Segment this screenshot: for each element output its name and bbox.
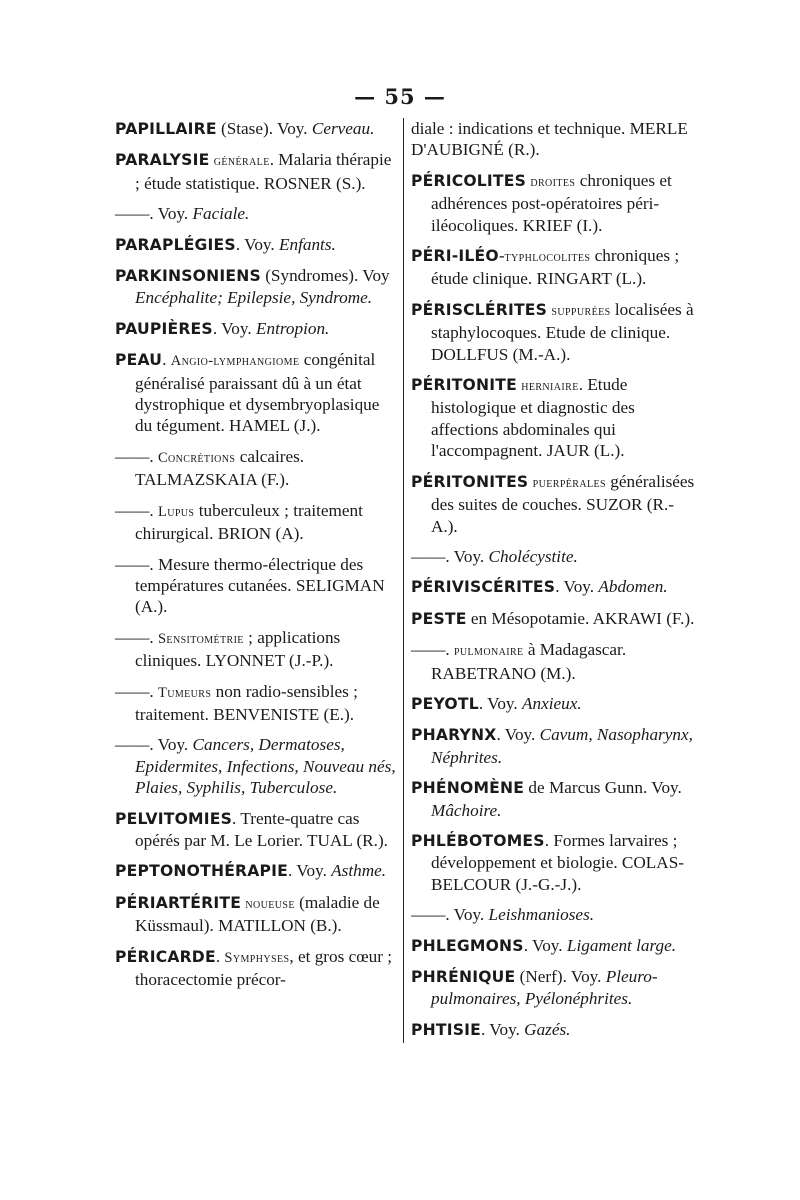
index-entry <box>115 808 398 852</box>
entry-headword: PAPILLAIRE <box>115 120 217 138</box>
entry-text: . Malaria thérapie ; étude statistique. ROSNER (S.). <box>135 150 392 193</box>
cross-reference: Anxieux. <box>522 693 582 713</box>
index-entry <box>115 554 398 618</box>
index-entry <box>411 245 696 290</box>
entry-text: calcaires. TALMAZSKAIA (F.). <box>135 446 305 490</box>
entry-text: . Voy. <box>288 861 332 881</box>
entry-headword: PÉRITONITE <box>411 376 517 395</box>
entry-text: . Voy. <box>496 725 540 745</box>
entry-text: . Voy. <box>481 1019 525 1039</box>
index-entry <box>411 118 696 161</box>
entry-text: tuberculeux ; traitement chirurgical. BRION (A). <box>135 500 363 544</box>
entry-text: typhlocolites <box>504 249 591 266</box>
index-entry <box>115 734 398 798</box>
entry-headword: PÉRI-ILÉO <box>411 247 499 266</box>
entry-text: . Voy. <box>478 693 523 713</box>
entry-text: (maladie de Küssmaul). MATILLON (B.). <box>135 892 380 936</box>
index-entry <box>115 500 398 545</box>
entry-text: en Mésopotamie. AKRAWI (F.). <box>466 608 695 628</box>
index-entry <box>115 681 398 726</box>
entry-text: , et gros cœur ; thoracectomie précor- <box>135 946 393 989</box>
entry-text: Symphyses <box>224 949 290 966</box>
entry-text: . Formes larvaires ; développement et biologie. COLAS-BELCOUR (J.-G.-J.). <box>431 830 684 894</box>
entry-text: ——. Voy. <box>115 204 193 224</box>
index-entry <box>115 318 398 340</box>
entry-text: pulmonaire <box>453 643 524 660</box>
cross-reference: Gazés. <box>524 1019 571 1039</box>
entry-text: ——. <box>115 500 158 520</box>
entry-headword: PESTE <box>411 609 467 628</box>
cross-reference: Enfants. <box>279 234 336 254</box>
entry-text: Sensitométrie <box>157 630 244 647</box>
entry-text: . Voy. <box>555 577 599 597</box>
index-entry <box>115 446 398 491</box>
cross-reference: Cancers, Dermatoses, Epidermites, Infections, Nouveau nés, Plaies, Syphilis, Tuberculose. <box>135 735 396 798</box>
index-entry <box>411 374 696 462</box>
entry-text: de Marcus Gunn. Voy. <box>524 778 682 798</box>
cross-reference: Cholécystite. <box>488 546 578 566</box>
entry-text: (Nerf). Voy. <box>515 967 606 986</box>
cross-reference: Entropion. <box>255 318 330 338</box>
entry-text: Lupus <box>157 503 195 520</box>
entry-text: localisées à staphylocoques. Etude de clinique. DOLLFUS (M.-A.). <box>431 299 694 364</box>
entry-headword: PEAU <box>115 351 163 370</box>
cross-reference: Faciale. <box>192 204 250 224</box>
entry-text: non radio-sensibles ; traitement. BENVENISTE (E.). <box>135 681 358 724</box>
index-entry <box>115 234 398 256</box>
index-entry <box>115 892 398 937</box>
entry-text: ——. <box>411 640 454 660</box>
cross-reference: Mâchoire. <box>431 800 502 820</box>
entry-headword: PÉRICOLITES <box>411 171 527 190</box>
entry-text: . Voy. <box>235 234 279 254</box>
index-entry <box>115 349 398 437</box>
entry-text: ——. <box>115 446 158 466</box>
right-column <box>411 118 696 1050</box>
entry-text: (Syndromes). Voy <box>260 266 390 286</box>
entry-headword: PHLÉBOTOMES <box>411 831 545 850</box>
entry-text: ——. <box>115 681 158 701</box>
cross-reference: Encéphalite; Epilepsie, Syndrome. <box>135 288 373 308</box>
index-entry <box>115 946 398 991</box>
index-entry <box>411 1019 696 1041</box>
entry-text: chroniques ; étude clinique. RINGART (L.). <box>431 246 680 289</box>
entry-text: ; applications cliniques. LYONNET (J.-P.). <box>135 627 341 671</box>
entry-text: ——. Voy. <box>411 546 489 566</box>
index-entry <box>411 299 696 365</box>
cross-reference: Leishmanioses. <box>488 905 595 925</box>
entry-headword: PAUPIÈRES <box>115 319 213 338</box>
column-divider <box>403 118 404 1043</box>
entry-text: Angio-lymphangiome <box>170 353 300 370</box>
entry-text: à Madagascar. RABETRANO (M.). <box>431 640 627 683</box>
index-entry <box>115 149 398 194</box>
entry-text: . <box>162 350 171 370</box>
entry-headword: PÉRIARTÉRITE <box>115 893 242 912</box>
entry-headword: PARAPLÉGIES <box>115 235 236 254</box>
entry-text: . <box>215 946 225 966</box>
index-entry <box>411 639 696 684</box>
entry-headword: PELVITOMIES <box>115 809 233 828</box>
entry-text: Tumeurs <box>157 684 212 701</box>
index-entry <box>115 203 398 224</box>
entry-text: ——. Voy. <box>411 905 489 925</box>
entry-text: généralisées des suites de couches. SUZOR (R.-A.). <box>431 471 695 536</box>
index-entry <box>411 693 696 715</box>
entry-headword: PHLEGMONS <box>411 936 524 955</box>
cross-reference: Cavum, Nasopharynx, Néphrites. <box>431 725 693 767</box>
entry-headword: PÉRISCLÉRITES <box>411 300 548 319</box>
cross-reference: Pleuro-pulmonaires, Pyélonéphrites. <box>431 967 658 1009</box>
entry-text: diale : indications et technique. MERLE D'AUBIGNÉ (R.). <box>411 119 688 160</box>
index-entry <box>115 265 398 309</box>
entry-text: (Stase). Voy. <box>216 119 312 138</box>
entry-text: . Etude histologique et diagnostic des affections abdominales qui l'accompagnent. JAUR (L.). <box>431 375 635 461</box>
cross-reference: Ligament large. <box>566 935 677 955</box>
entry-text: . Voy. <box>212 318 256 338</box>
entry-headword: PHARYNX <box>411 726 497 745</box>
entry-headword: PÉRICARDE <box>115 947 216 966</box>
entry-headword: PHRÉNIQUE <box>411 968 516 986</box>
entry-headword: PARKINSONIENS <box>115 267 261 286</box>
index-entry <box>115 118 398 140</box>
entry-text: ——. <box>115 627 158 647</box>
entry-text: . Voy. <box>523 935 567 955</box>
index-entry <box>411 546 696 567</box>
entry-text: congénital généralisé paraissant dû à un état dystrophique et dysembryoplasique du tégument. HAMEL (J.). <box>135 350 380 436</box>
entry-headword: PHTISIE <box>411 1020 482 1039</box>
entry-text: . Trente-quatre cas opérés par M. Le Lorier. TUAL (R.). <box>135 808 388 850</box>
left-column <box>115 118 398 999</box>
index-entry <box>411 935 696 957</box>
entry-text: herniaire <box>521 378 579 395</box>
index-entry <box>411 966 696 1010</box>
cross-reference: Asthme. <box>331 861 387 881</box>
entry-text: suppurées <box>551 302 611 319</box>
index-entry <box>411 471 696 537</box>
entry-headword: PHÉNOMÈNE <box>411 779 525 798</box>
entry-text: chroniques et adhérences post-opératoires péri-iléocoliques. KRIEF (I.). <box>431 170 672 235</box>
entry-text: droites <box>530 173 576 190</box>
entry-text: noueuse <box>245 895 295 912</box>
entry-headword: PARALYSIE <box>115 151 210 170</box>
index-entry <box>411 830 696 895</box>
index-entry <box>411 576 696 598</box>
entry-text: générale <box>213 153 270 170</box>
cross-reference: Abdomen. <box>598 577 668 597</box>
entry-headword: PEPTONOTHÉRAPIE <box>115 862 289 881</box>
entry-text: ——. Voy. <box>115 735 193 755</box>
index-entry <box>115 627 398 672</box>
index-entry <box>411 608 696 630</box>
index-entry <box>411 904 696 925</box>
entry-headword: PEYOTL <box>411 694 479 713</box>
index-entry <box>411 777 696 821</box>
index-entry <box>411 724 696 768</box>
entry-text: puerpérales <box>532 474 606 491</box>
page-number: — 55 — <box>354 84 446 109</box>
index-entry <box>115 860 398 882</box>
entry-text: - <box>498 246 505 266</box>
entry-text: Concrétions <box>157 449 236 466</box>
entry-headword: PÉRIVISCÉRITES <box>411 578 556 597</box>
cross-reference: Cerveau. <box>311 119 375 138</box>
entry-headword: PÉRITONITES <box>411 472 529 491</box>
index-entry <box>411 170 696 236</box>
entry-text: ——. Mesure thermo-électrique des températures cutanées. SELIGMAN (A.). <box>115 554 385 617</box>
